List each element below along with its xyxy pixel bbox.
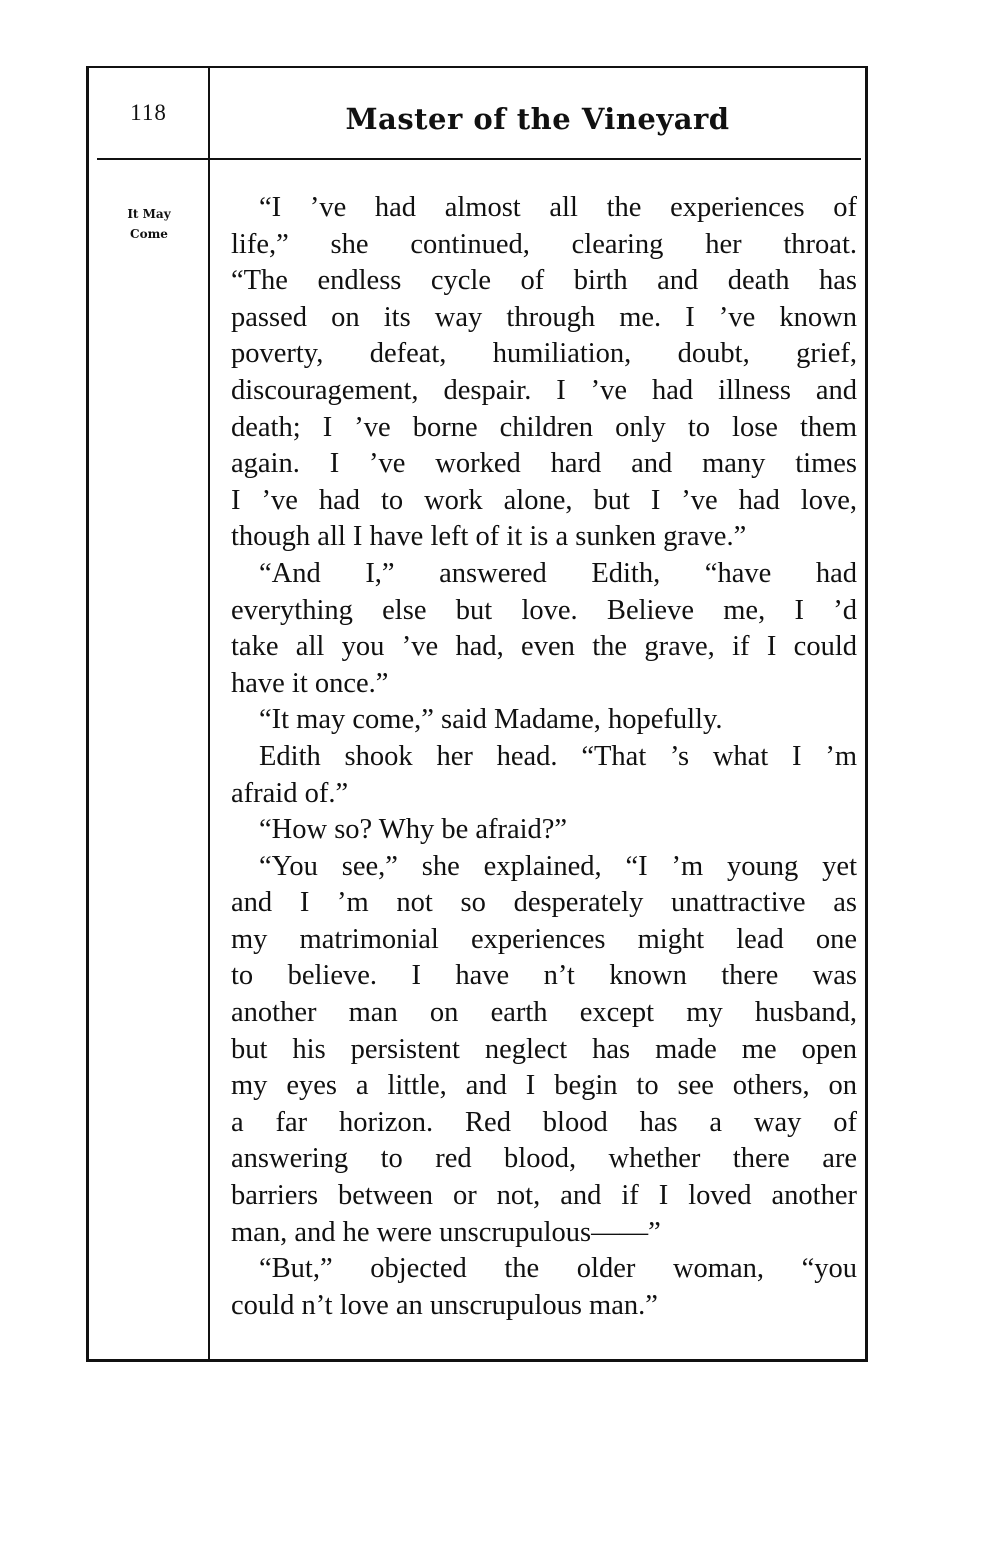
text-line: another man on earth except my husband, <box>231 997 857 1029</box>
text-line: a far horizon. Red blood has a way of <box>231 1106 857 1138</box>
running-title: Master of the Vineyard <box>345 102 730 136</box>
text-line: I ’ve had to work alone, but I ’ve had love, <box>231 484 857 516</box>
text-line: everything else but love. Believe me, I ’d <box>231 594 857 626</box>
margin-sidenote <box>99 204 199 244</box>
text-line: “The endless cycle of birth and death has <box>231 265 857 297</box>
text-line: poverty, defeat, humiliation, doubt, grief, <box>231 338 857 370</box>
text-line: life,” she continued, clearing her throat. <box>231 228 857 260</box>
text-line: my eyes a little, and I begin to see others, on <box>231 1070 857 1102</box>
text-line: afraid of.” <box>231 777 349 809</box>
text-line: discouragement, despair. I ’ve had illness and <box>231 374 857 406</box>
text-line: “But,” objected the older woman, “you <box>259 1253 857 1285</box>
text-line: answering to red blood, whether there are <box>231 1143 857 1175</box>
text-line: man, and he were unscrupulous——” <box>231 1216 661 1248</box>
text-line: could n’t love an unscrupulous man.” <box>231 1289 658 1321</box>
text-line: barriers between or not, and if I loved another <box>231 1180 857 1212</box>
text-line: take all you ’ve had, even the grave, if I could <box>231 631 857 663</box>
text-line: again. I ’ve worked hard and many times <box>231 448 857 480</box>
margin-vertical-rule <box>208 68 210 1359</box>
sidenote-line-1: It May <box>127 207 171 221</box>
header-rule-right <box>210 158 861 160</box>
text-line: to believe. I have n’t known there was <box>231 960 857 992</box>
text-line: “You see,” she explained, “I ’m young yet <box>259 850 857 882</box>
text-line: and I ’m not so desperately unattractive as <box>231 887 857 919</box>
text-line: Edith shook her head. “That ’s what I ’m <box>259 740 857 772</box>
text-line: “And I,” answered Edith, “have had <box>259 557 857 589</box>
text-line: “I ’ve had almost all the experiences of <box>259 192 857 223</box>
text-line: “It may come,” said Madame, hopefully. <box>259 704 723 736</box>
book-page <box>86 66 868 1362</box>
header-rule-left <box>97 158 208 160</box>
sidenote-line-2: Come <box>130 227 168 241</box>
text-line: death; I ’ve borne children only to lose them <box>231 411 857 443</box>
text-line: but his persistent neglect has made me open <box>231 1033 857 1065</box>
body-text <box>231 190 857 1324</box>
text-line: my matrimonial experiences might lead one <box>231 923 857 955</box>
text-line: though all I have left of it is a sunken grave.” <box>231 521 747 553</box>
text-line: have it once.” <box>231 667 389 699</box>
page-number: 118 <box>130 100 167 125</box>
text-line: “How so? Why be afraid?” <box>259 814 568 846</box>
text-line: passed on its way through me. I ’ve known <box>231 301 857 333</box>
